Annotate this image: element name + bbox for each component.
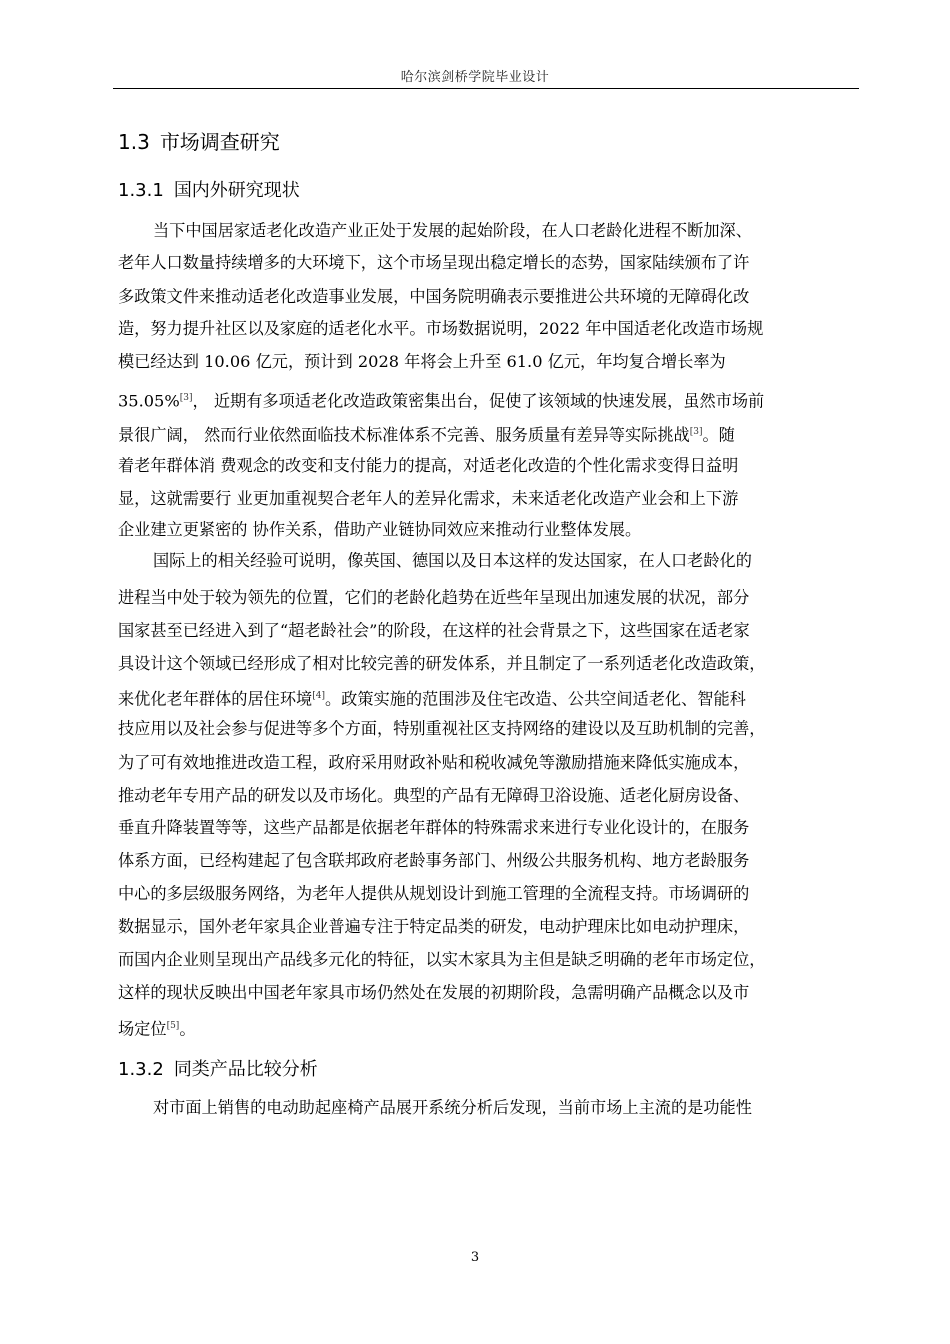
citation-mark: [5] [166, 1021, 180, 1031]
text-line: 模已经达到 10.06 亿元，预计到 2028 年将会上升至 61.0 亿元，年均复合增长率为 [118, 352, 726, 371]
text-line [118, 388, 764, 411]
text-line: 体系方面，已经构建起了包含联邦政府老龄事务部门、州级公共服务机构、地方老龄服务 [118, 851, 750, 870]
text-line: 为了可有效地推进改造工程，政府采用财政补贴和税收减免等激励措施来降低实施成本， [118, 753, 750, 772]
text-line: 企业建立更紧密的 协作关系，借助产业链协同效应来推动行业整体发展。 [118, 520, 642, 539]
text-line: 中心的多层级服务网络，为老年人提供从规划设计到施工管理的全流程支持。市场调研的 [118, 884, 750, 903]
text-line [118, 1016, 196, 1039]
text-line: 数据显示，国外老年家具企业普遍专注于特定品类的研发，电动护理床比如电动护理床， [118, 917, 750, 936]
text-line: 显，这就需要行 业更加重视契合老年人的差异化需求，未来适老化改造产业会和上下游 [118, 489, 739, 508]
text-line: 国际上的相关经验可说明，像英国、德国以及日本这样的发达国家，在人口老龄化的 [153, 551, 752, 570]
text-line: 进程当中处于较为领先的位置，它们的老龄化趋势在近些年呈现出加速发展的状况，部分 [118, 588, 750, 607]
section-heading [118, 126, 280, 155]
section-title: 市场调查研究 [159, 130, 280, 154]
text-line: 推动老年专用产品的研发以及市场化。典型的产品有无障碍卫浴设施、适老化厨房设备、 [118, 786, 750, 805]
header-rule [113, 88, 859, 89]
subsection-title: 同类产品比较分析 [173, 1059, 318, 1080]
text-segment: 场定位 [118, 1019, 167, 1039]
text-line: 具设计这个领域已经形成了相对比较完善的研发体系，并且制定了一系列适老化改造政策， [118, 654, 766, 673]
citation-mark: [3] [179, 393, 193, 403]
text-segment: 35.05% [118, 391, 180, 411]
subsection-heading-1 [118, 176, 300, 202]
text-segment: 。随 [702, 425, 735, 445]
text-line: 垂直升降装置等等，这些产品都是依据老年群体的特殊需求来进行专业化设计的，在服务 [118, 818, 750, 837]
text-line: 对市面上销售的电动助起座椅产品展开系统分析后发现，当前市场上主流的是功能性 [153, 1098, 752, 1117]
text-line: 国家甚至已经进入到了“超老龄社会”的阶段，在这样的社会背景之下，这些国家在适老家 [118, 621, 750, 640]
text-line [118, 422, 735, 445]
subsection-number: 1.3.1 [118, 180, 164, 201]
text-line [118, 686, 746, 709]
text-line: 多政策文件来推动适老化改造事业发展，中国务院明确表示要推进公共环境的无障碍化改 [118, 287, 750, 306]
subsection-number: 1.3.2 [118, 1059, 164, 1080]
section-number: 1.3 [118, 130, 150, 154]
text-line: 技应用以及社会参与促进等多个方面，特别重视社区支持网络的建设以及互助机制的完善， [118, 719, 766, 738]
page-number: 3 [470, 1250, 480, 1265]
text-line: 而国内企业则呈现出产品线多元化的特征，以实木家具为主但是缺乏明确的老年市场定位， [118, 950, 766, 969]
text-line: 当下中国居家适老化改造产业正处于发展的起始阶段，在人口老龄化进程不断加深、 [153, 221, 752, 240]
citation-mark: [3] [689, 427, 703, 437]
text-segment: 。政策实施的范围涉及住宅改造、公共空间适老化、智能科 [325, 689, 746, 709]
running-header: 哈尔滨剑桥学院毕业设计 [400, 70, 550, 85]
text-line: 老年人口数量持续增多的大环境下，这个市场呈现出稳定增长的态势，国家陆续颁布了许 [118, 253, 750, 272]
text-segment: ， 近期有多项适老化改造政策密集出台，促使了该领域的快速发展，虽然市场前 [192, 391, 765, 411]
text-line: 造，努力提升社区以及家庭的适老化水平。市场数据说明，2022 年中国适老化改造市场规 [118, 319, 764, 338]
citation-mark: [4] [312, 691, 325, 701]
text-segment: 景很广阔， 然而行业依然面临技术标准体系不完善、服务质量有差异等实际挑战 [118, 425, 690, 445]
subsection-heading-2 [118, 1055, 318, 1081]
text-line: 着老年群体消 费观念的改变和支付能力的提高，对适老化改造的个性化需求变得日益明 [118, 456, 739, 475]
subsection-title: 国内外研究现状 [173, 180, 300, 201]
text-segment: 。 [179, 1019, 196, 1039]
text-line: 这样的现状反映出中国老年家具市场仍然处在发展的初期阶段，急需明确产品概念以及市 [118, 983, 750, 1002]
text-segment: 来优化老年群体的居住环境 [118, 689, 313, 709]
